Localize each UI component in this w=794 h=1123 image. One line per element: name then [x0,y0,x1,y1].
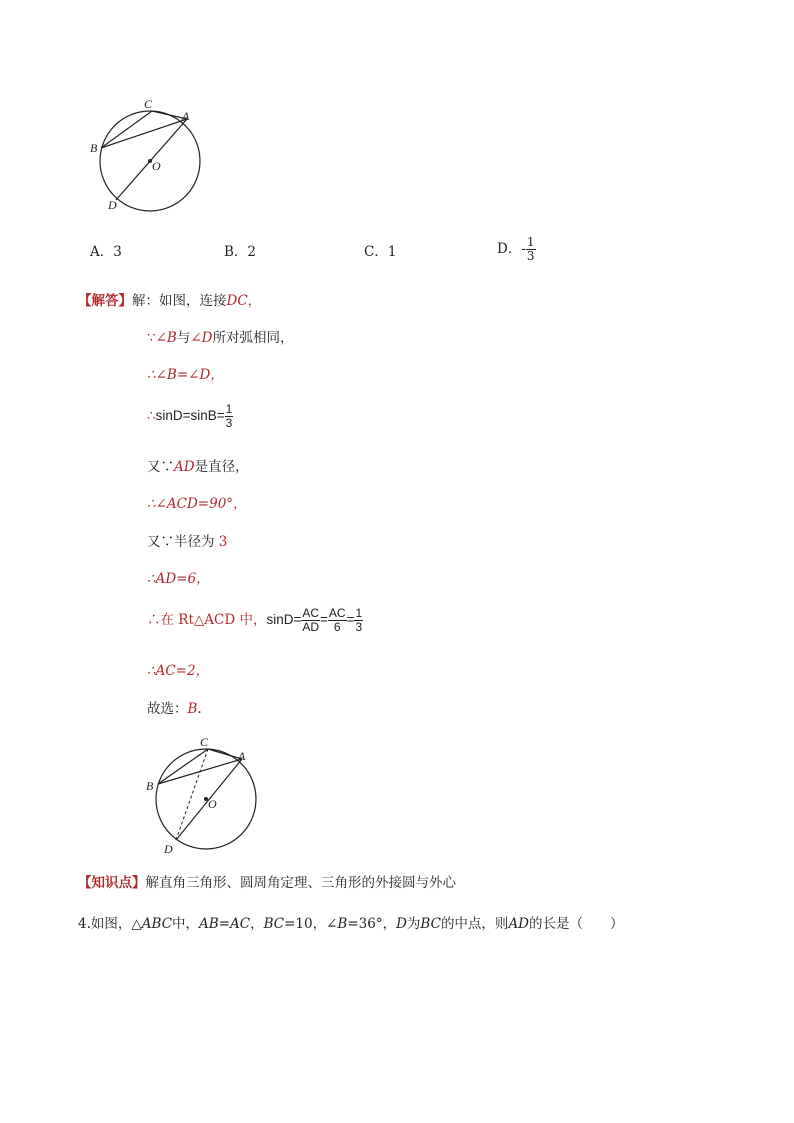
q4-angle: ∠B [326,916,348,932]
label-o: O [152,159,161,173]
solution-intro [78,292,261,310]
q4-p2: 中， [172,916,200,932]
step4-end: 是直径， [194,459,249,475]
step10-answer: B [187,701,198,717]
solution-step-4 [147,458,249,476]
solution-step-3 [147,403,233,430]
option-c: C．1 [364,244,397,260]
step8-fraction-1 [301,607,320,634]
q4-bc: BC [263,916,285,932]
step1-angle-d: ∠D [190,330,213,346]
solution-step-1 [147,329,293,347]
q4-p4: =10， [284,916,327,932]
knowledge-tag: 【知识点】 [78,875,146,891]
solution-step-10 [147,700,202,718]
step8-fraction-2 [328,607,347,634]
knowledge-point [78,874,456,892]
label-c: C [200,735,209,749]
step8-f1-num: AC [302,606,320,620]
step4-text: 又∵ [147,459,174,475]
step6-text: 又∵半径为 [147,534,215,550]
circle-figure-top [80,88,220,223]
solution-step-9: ∴AC=2， [147,663,210,679]
solution-step-7: ∴AD=6， [147,571,210,587]
step8-f3-den: 3 [355,620,363,634]
option-a: A．3 [90,244,122,260]
question-4 [78,915,624,933]
step8-eq-1: = [320,612,328,627]
label-d: D [164,842,173,856]
step8-fraction-3 [354,607,363,634]
step10-end: . [197,701,202,717]
step8-lead: ∴在 Rt△ACD 中， [147,612,267,628]
option-b: B．2 [224,244,257,260]
step10-text: 故选： [147,701,188,717]
step8-f2-num: AC [328,606,346,620]
label-c: C [144,97,153,111]
option-d-num: 1 [526,235,535,249]
label-b: B [90,141,98,155]
option-d-prefix: D． [497,241,522,257]
q4-p8: 的长是（ ） [529,916,624,932]
q4-p1: 如图，△ [90,916,142,932]
step1-end: 所对弧相同， [212,330,294,346]
option-d-sign: - [521,241,526,257]
chord-dc-dashed [176,749,208,840]
step3-expr: sinD=sinB= [155,408,225,423]
q4-bc2: BC [420,916,441,932]
solution-intro-text: 解：如图，连接 [132,293,227,309]
step6-value: 3 [218,534,228,550]
step8-expr: sinD= [266,612,302,627]
q4-p5: =36°， [347,916,397,932]
step4-ad: AD [174,459,195,475]
step8-eq-2: = [346,612,355,627]
step8-f2-den: 6 [333,620,341,634]
label-b: B [146,779,154,793]
option-d [497,236,536,263]
option-d-fraction [526,236,536,263]
solution-step-6 [147,533,227,551]
step3-num: 1 [225,402,233,416]
step3-den: 3 [225,416,233,430]
label-a: A [182,109,190,123]
solution-step-2: ∴∠B=∠D， [147,367,224,383]
q4-abc: ABC [141,916,173,932]
q4-p6: 为 [406,916,421,932]
solution-step-5: ∴∠ACD=90°， [147,496,247,512]
q4-d: D [396,916,407,932]
label-o: O [208,797,217,811]
solution-tag: 【解答】 [78,293,132,309]
q4-p3: ， [250,916,264,932]
solution-intro-end: ， [247,293,262,309]
step1-because: ∵ [147,330,156,346]
step1-angle-b: ∠B [155,330,177,346]
q4-ab-eq: AB=AC [199,916,251,932]
solution-step-8 [147,607,363,634]
q4-ad: AD [508,916,530,932]
q4-number: 4. [78,916,91,932]
step1-mid: 与 [176,330,191,346]
solution-intro-dc: DC [226,293,248,309]
chord-ca [208,749,242,759]
step3-therefore: ∴ [147,408,156,424]
step8-f1-den: AD [302,620,320,634]
step8-f3-num: 1 [355,606,363,620]
knowledge-text: 解直角三角形、圆周角定理、三角形的外接圆与外心 [145,875,456,891]
label-a: A [238,749,246,763]
option-d-den: 3 [526,249,535,263]
step3-fraction [225,403,234,430]
label-d: D [108,198,117,212]
circle-figure-bottom [140,732,270,860]
q4-p7: 的中点，则 [440,916,509,932]
